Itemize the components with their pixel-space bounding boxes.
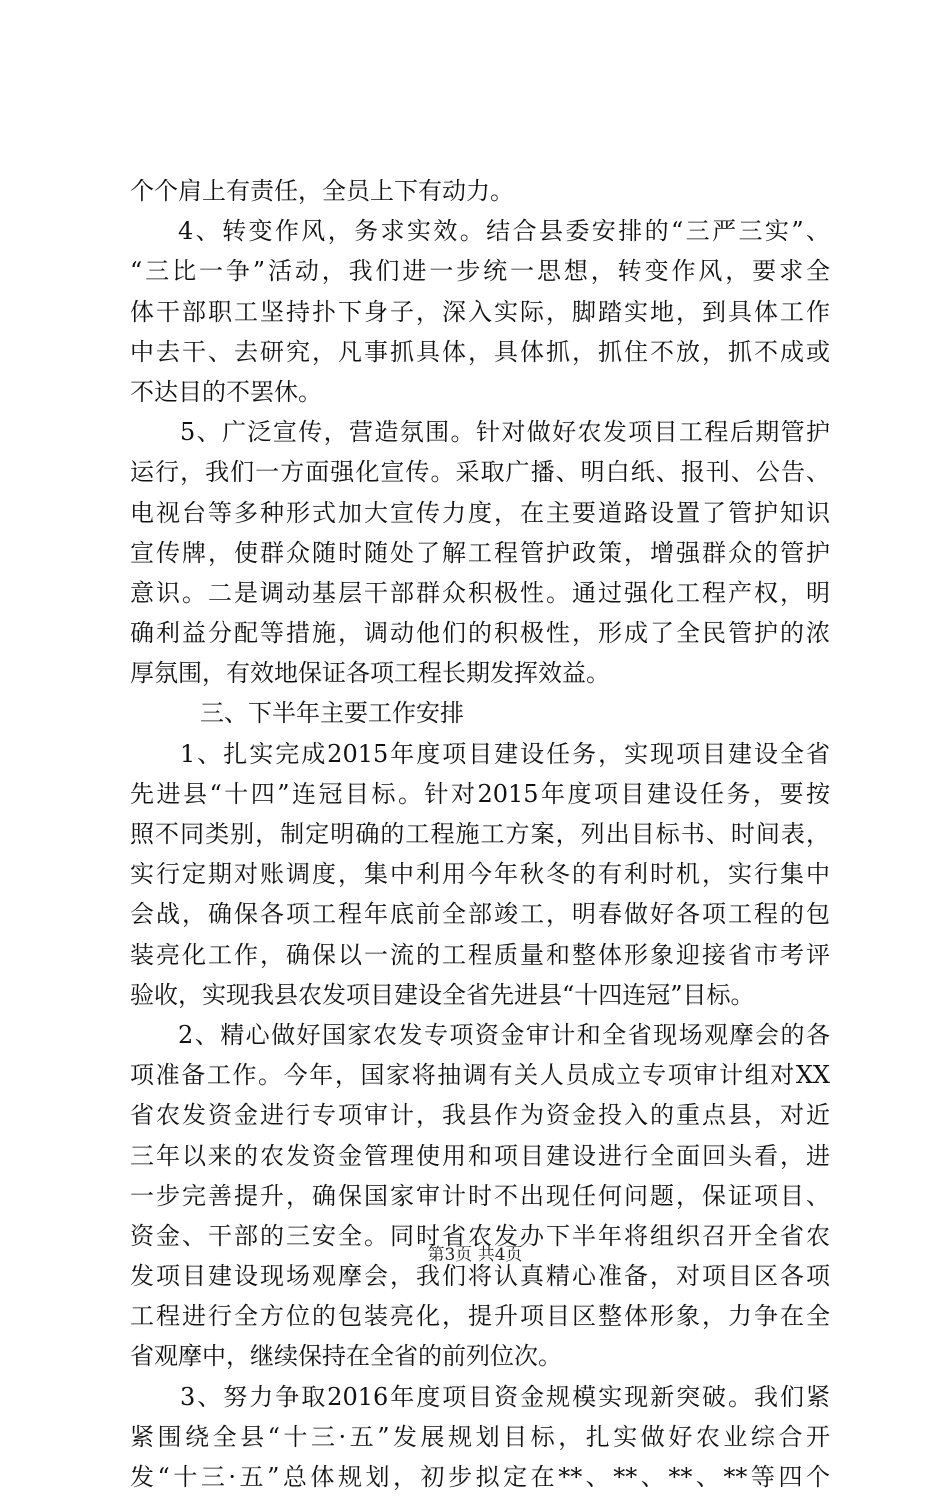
text-line: 体干部职工坚持扑下身子，深入实际，脚踏实地，到具体工作 (130, 297, 830, 326)
text-line: 项准备工作。今年，国家将抽调有关人员成立专项审计组对XX (130, 1061, 830, 1090)
text-line: 工程进行全方位的包装亮化，提升项目区整体形象，力争在全 (130, 1302, 830, 1331)
text-line: 宣传牌，使群众随时随处了解工程管护政策，增强群众的管护 (130, 538, 830, 567)
text-line: 发项目建设现场观摩会，我们将认真精心准备，对项目区各项 (130, 1262, 830, 1291)
text-line: 个个肩上有责任，全员上下有动力。 (130, 177, 514, 205)
text-line: 运行，我们一方面强化宣传。采取广播、明白纸、报刊、公告、 (130, 458, 830, 487)
text-line: 会战，确保各项工程年底前全部竣工，明春做好各项工程的包 (130, 900, 830, 929)
text-line: 3、努力争取2016年度项目资金规模实现新突破。我们紧 (180, 1382, 830, 1411)
text-line: 省农发资金进行专项审计，我县作为资金投入的重点县，对近 (130, 1101, 830, 1130)
text-line: 不达目的不罢休。 (130, 377, 322, 406)
text-line: 资金、干部的三安全。同时省农发办下半年将组织召开全省农 (130, 1221, 830, 1250)
text-line: 2、精心做好国家农发专项资金审计和全省现场观摩会的各 (178, 1020, 830, 1049)
text-line: 装亮化工作，确保以一流的工程质量和整体形象迎接省市考评 (130, 940, 830, 969)
text-line: 紧围绕全县“十三·五”发展规划目标，扎实做好农业综合开 (130, 1422, 830, 1451)
document-body (130, 171, 830, 1497)
text-line: 1、扎实完成2015年度项目建设任务，实现项目建设全省 (180, 739, 830, 768)
text-line: 意识。二是调动基层干部群众积极性。通过强化工程产权，明 (130, 578, 830, 607)
text-line: “三比一争”活动，我们进一步统一思想，转变作风，要求全 (130, 257, 830, 286)
text-line: 4、转变作风，务求实效。结合县委安排的“三严三实”、 (178, 217, 830, 246)
page-number-footer: 第3页 共4页 (427, 1245, 523, 1265)
text-line: 中去干、去研究，凡事抓具体，具体抓，抓住不放，抓不成或 (130, 337, 830, 366)
text-line: 厚氛围，有效地保证各项工程长期发挥效益。 (130, 659, 610, 688)
text-line: 确利益分配等措施，调动他们的积极性，形成了全民管护的浓 (130, 619, 830, 648)
text-line: 发“十三·五”总体规划，初步拟定在**、**、**、**等四个 (130, 1463, 830, 1491)
text-line: 省观摩中，继续保持在全省的前列位次。 (130, 1342, 562, 1371)
text-line: 电视台等多种形式加大宣传力度，在主要道路设置了管护知识 (130, 498, 830, 527)
text-line: 先进县“十四”连冠目标。针对2015年度项目建设任务，要按 (130, 779, 830, 808)
text-line: 5、广泛宣传，营造氛围。针对做好农发项目工程后期管护 (180, 418, 830, 447)
text-line: 三年以来的农发资金管理使用和项目建设进行全面回头看，进 (130, 1141, 830, 1170)
section-heading: 三、下半年主要工作安排 (200, 699, 464, 728)
text-line: 照不同类别，制定明确的工程施工方案，列出目标书、时间表， (130, 820, 830, 848)
text-line: 实行定期对账调度，集中利用今年秋冬的有利时机，实行集中 (130, 860, 830, 889)
text-line: 一步完善提升，确保国家审计时不出现任何问题，保证项目、 (130, 1181, 830, 1210)
text-line: 验收，实现我县农发项目建设全省先进县“十四连冠”目标。 (130, 980, 755, 1009)
